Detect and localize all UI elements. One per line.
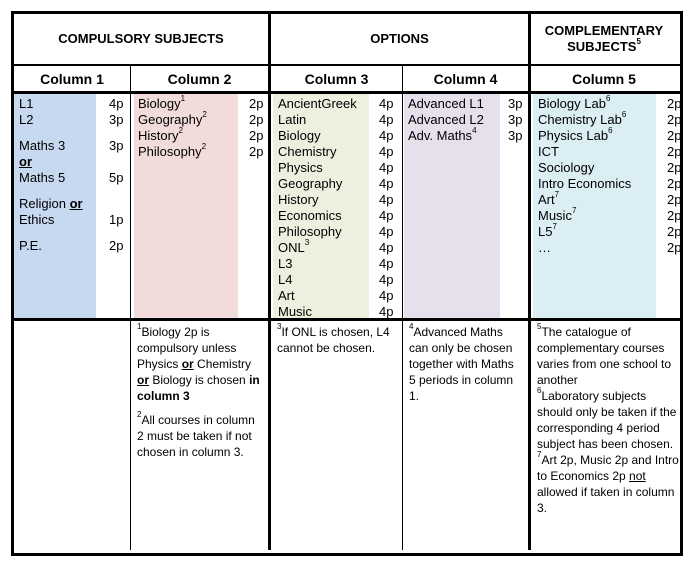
list-item: L1 4p — [19, 96, 124, 111]
list-item: Sociology 2p — [538, 160, 682, 175]
footnote-3: $^3$If ONL is chosen, L4 cannot be chosen. — [277, 322, 390, 355]
divider-col3-col4 — [402, 66, 403, 550]
list-item: Maths 5 5p — [19, 170, 124, 185]
list-item: Advanced L1 3p — [408, 96, 523, 111]
divider-col1-col2 — [130, 66, 131, 550]
list-item: ICT 2p — [538, 144, 682, 159]
list-item: History 4p — [278, 192, 394, 207]
list-item: $L5^7$ 2p — [538, 222, 682, 239]
list-item: Biology$^1$ 2p — [138, 94, 264, 111]
compulsory-header: COMPULSORY SUBJECTS — [58, 31, 224, 46]
options-header: OPTIONS — [370, 31, 429, 46]
footnote-5: $^5$The catalogue of complementary courses varies from one school to another — [537, 322, 672, 387]
list-item: AncientGreek 4p — [278, 96, 394, 111]
list-item: or — [19, 154, 32, 169]
list-item: ONL$^3$ 4p — [278, 238, 394, 255]
list-item: Latin 4p — [278, 112, 394, 127]
column3-header: Column 3 — [304, 70, 369, 87]
list-item: Philosophy 4p — [278, 224, 394, 239]
note-column4 — [409, 324, 521, 412]
list-item: Advanced L2 3p — [408, 112, 523, 127]
footnote-6: $^6$Laboratory subjects should only be taken if the corresponding 4 period subject has been chosen. — [537, 386, 677, 451]
column5-header: Column 5 — [572, 70, 636, 87]
list-item: Music$^7$ 2p — [538, 206, 682, 223]
list-item: Philosophy$^2$ 2p — [138, 142, 264, 159]
footnote-1: $^1$Biology 2p is compulsory unless Physics or Chemistry or Biology is chosen in column 3 — [137, 322, 260, 403]
list-item: Maths 3 3p — [19, 138, 124, 153]
list-item: Adv. Maths$^4$ 3p — [408, 126, 523, 143]
list-item: … 2p — [538, 240, 682, 255]
column2-header: Column 2 — [167, 70, 232, 87]
note-column3 — [277, 324, 399, 364]
column4-list — [408, 96, 524, 144]
list-item: Geography$^2$ 2p — [138, 110, 264, 127]
footnote-7: $^7$Art 2p, Music 2p and Intro to Economics 2p not allowed if taken in column 3. — [537, 450, 679, 515]
column-header-divider — [11, 91, 683, 94]
list-item: Geography 4p — [278, 176, 394, 191]
list-item: L2 3p — [19, 112, 124, 127]
list-item: Chemistry Lab$^6$ 2p — [538, 110, 682, 127]
list-item: Physics 4p — [278, 160, 394, 175]
column2-list — [138, 96, 264, 160]
divider-options-complementary — [528, 14, 531, 550]
list-item: Ethics 1p — [19, 212, 124, 227]
list-item: Art$^7$ 2p — [538, 190, 682, 207]
footnote-2: $^2$All courses in column 2 must be taken if not chosen in column 3. — [137, 410, 255, 459]
list-item: L3 4p — [278, 256, 394, 271]
list-item: History$^2$ 2p — [138, 126, 264, 143]
note-column5 — [537, 324, 679, 524]
column1-header: Column 1 — [40, 70, 104, 87]
list-item: P.E. 2p — [19, 238, 124, 253]
list-item: Intro Economics 2p — [538, 176, 682, 191]
divider-compulsory-options — [268, 14, 271, 550]
column4-header: Column 4 — [433, 70, 498, 87]
list-item: Music 4p — [278, 304, 394, 319]
footnote-4: $^4$Advanced Maths can only be chosen together with Maths 5 periods in column 1. — [409, 322, 514, 403]
list-item: Biology Lab$^6$ 2p — [538, 94, 682, 111]
column3-list — [278, 96, 398, 320]
note-column2 — [137, 324, 263, 468]
list-item: Art 4p — [278, 288, 394, 303]
list-item: Chemistry 4p — [278, 144, 394, 159]
list-item: Physics Lab$^6$ 2p — [538, 126, 682, 143]
column5-list — [538, 94, 682, 256]
column1-list — [19, 96, 125, 254]
list-item: L4 4p — [278, 272, 394, 287]
list-item: Religion or — [19, 196, 83, 211]
list-item: Economics 4p — [278, 208, 394, 223]
list-item: Biology 4p — [278, 128, 394, 143]
complementary-header: COMPLEMENTARY SUBJECTS$^5$ — [544, 23, 664, 54]
